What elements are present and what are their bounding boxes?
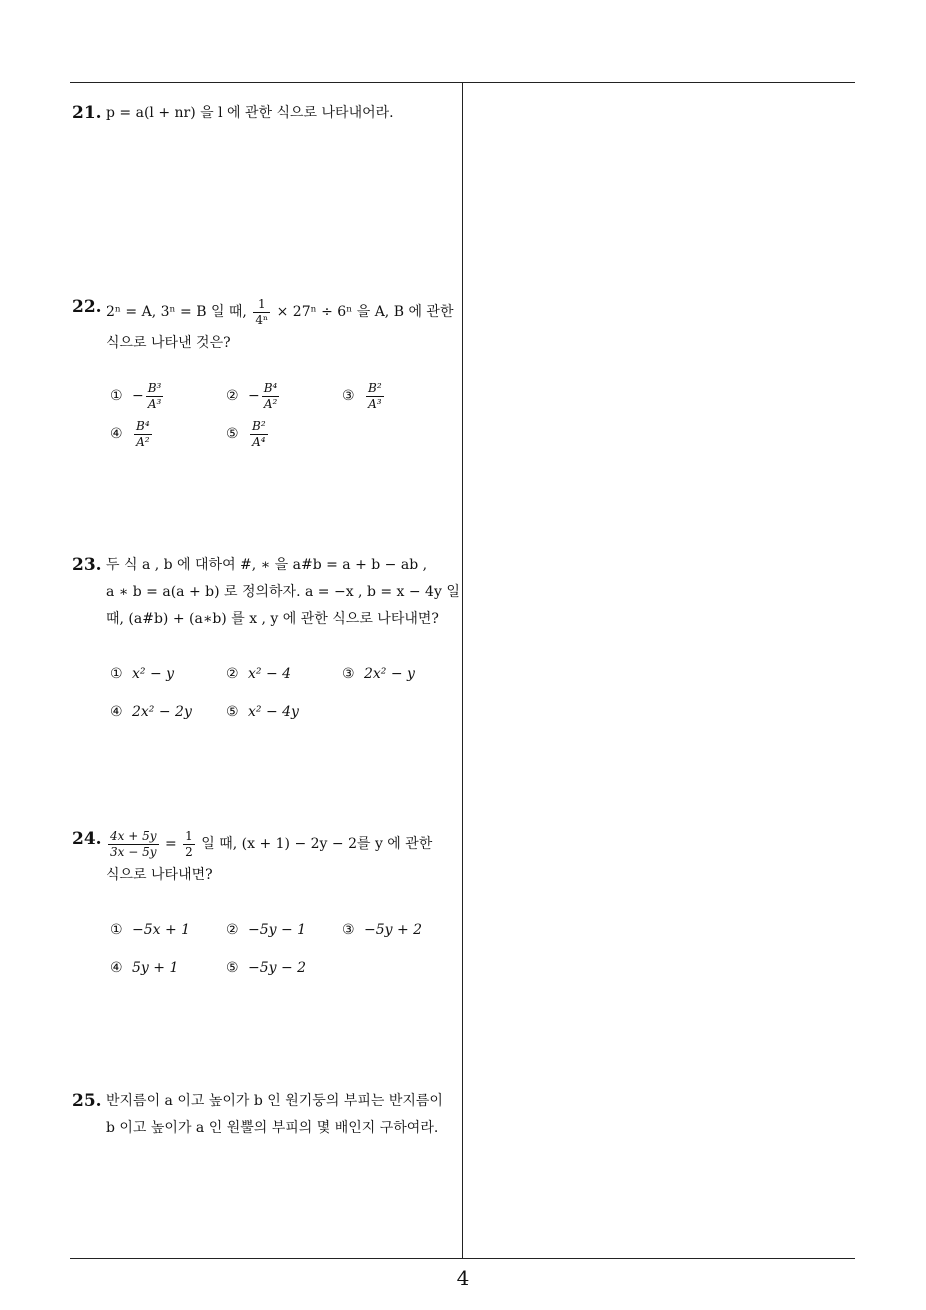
question-24 — [72, 826, 458, 987]
choice-fraction: $\frac{\text{B³}}{\text{A³}}$ — [147, 380, 162, 411]
choice-3[interactable]: ③ −5y + 2 — [342, 922, 423, 938]
fraction-numerator: 1 — [253, 297, 270, 313]
condition-text: 2ⁿ = A, 3ⁿ = B 일 때, — [106, 304, 247, 320]
expression-text: × 27ⁿ ÷ 6ⁿ 을 A, B 에 관한 — [276, 304, 454, 320]
choice-2[interactable]: ② − $\frac{\text{B⁴}}{\text{A²}}$ — [226, 380, 278, 411]
choice-1[interactable]: ① x² − y — [110, 666, 175, 682]
choice-5[interactable]: ⑤ x² − 4y — [226, 704, 299, 720]
page-number: 4 — [456, 1266, 470, 1290]
choice-2[interactable]: ② x² − 4 — [226, 666, 292, 682]
answer-choices — [110, 377, 458, 453]
choice-5[interactable]: ⑤ $\frac{\text{B²}}{\text{A⁴}}$ — [226, 418, 266, 449]
question-25 — [72, 1088, 458, 1142]
choice-3[interactable]: ③ $\frac{\text{B²}}{\text{A³}}$ — [342, 380, 382, 411]
choice-row — [110, 415, 458, 453]
question-line-1 — [106, 294, 458, 330]
fraction — [253, 297, 270, 328]
question-number: 22. — [72, 297, 102, 317]
choice-row — [110, 655, 458, 693]
choice-2[interactable]: ② −5y − 1 — [226, 922, 307, 938]
question-text: p = a(l + nr) 을 l 에 관한 식으로 나타내어라. — [106, 105, 394, 121]
question-number: 25. — [72, 1091, 102, 1111]
choice-1[interactable]: ① −5x + 1 — [110, 922, 191, 938]
fraction-right: $\frac{1}{2}$ — [185, 828, 193, 859]
choice-4[interactable]: ④ 5y + 1 — [110, 960, 179, 976]
choice-1[interactable]: ① − $\frac{\text{B³}}{\text{A³}}$ — [110, 380, 162, 411]
answer-choices — [110, 655, 458, 731]
choice-fraction: $\frac{\text{B⁴}}{\text{A²}}$ — [263, 380, 278, 411]
question-number: 24. — [72, 829, 102, 849]
choice-3[interactable]: ③ 2x² − y — [342, 666, 415, 682]
choice-4[interactable]: ④ 2x² − 2y — [110, 704, 192, 720]
choice-row — [110, 911, 458, 949]
question-line-2: 식으로 나타낸 것은? — [106, 335, 231, 351]
choice-fraction: $\frac{\text{B²}}{\text{A³}}$ — [368, 380, 382, 411]
choice-row — [110, 377, 458, 415]
question-line-2: 식으로 나타내면? — [106, 867, 213, 883]
answer-choices — [110, 911, 458, 987]
question-number: 21. — [72, 103, 102, 123]
question-line-1: 두 식 a , b 에 대하여 #, ∗ 을 a#b = a + b − ab , — [106, 557, 428, 573]
question-21 — [72, 100, 458, 127]
equals-sign: = — [164, 836, 177, 852]
choice-4[interactable]: ④ $\frac{\text{B⁴}}{\text{A²}}$ — [110, 418, 150, 449]
question-number: 23. — [72, 555, 102, 575]
choice-5[interactable]: ⑤ −5y − 2 — [226, 960, 307, 976]
question-line-1 — [106, 826, 458, 862]
question-23 — [72, 552, 458, 731]
choice-row — [110, 949, 458, 987]
question-line-2: a ∗ b = a(a + b) 로 정의하자. a = −x , b = x − 4y 일 — [106, 584, 460, 600]
choice-row — [110, 693, 458, 731]
question-line-1: 반지름이 a 이고 높이가 b 인 원기둥의 부피는 반지름이 — [106, 1093, 443, 1109]
fraction-denominator: 4ⁿ — [255, 312, 269, 327]
question-line-2: b 이고 높이가 a 인 원뿔의 부피의 몇 배인지 구하여라. — [106, 1120, 439, 1136]
column-divider — [462, 82, 463, 1258]
choice-fraction: $\frac{\text{B²}}{\text{A⁴}}$ — [252, 418, 266, 449]
choice-fraction: $\frac{\text{B⁴}}{\text{A²}}$ — [136, 418, 150, 449]
question-22 — [72, 294, 458, 453]
fraction-left: $\frac{4x + 5y}{3x - 5y}$ — [110, 828, 157, 859]
bottom-rule — [70, 1258, 855, 1259]
question-line-3: 때, (a#b) + (a∗b) 를 x , y 에 관한 식으로 나타내면? — [106, 611, 439, 627]
condition-text: 일 때, (x + 1) − 2y − 2를 y 에 관한 — [201, 836, 433, 852]
